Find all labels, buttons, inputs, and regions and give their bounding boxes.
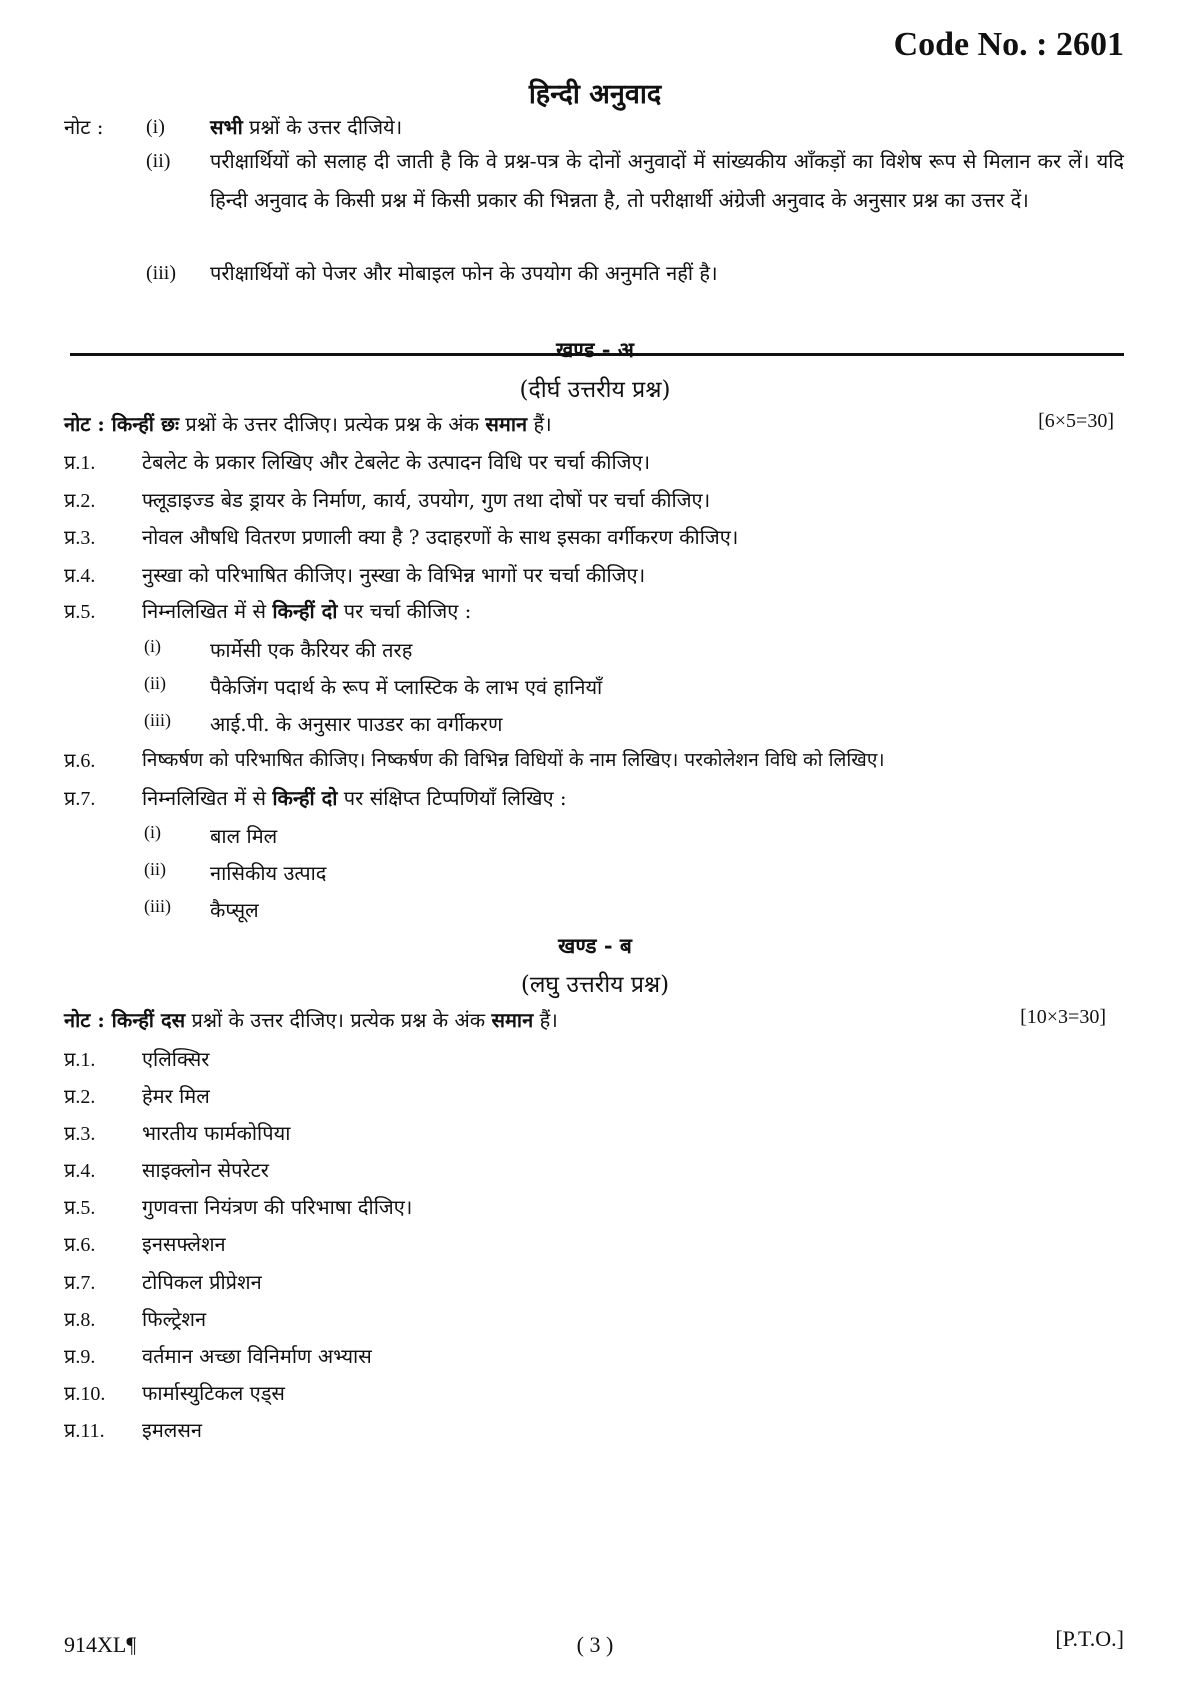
question-text: फ्लूडाइज्ड बेड ड्रायर के निर्माण, कार्य, उपयोग, गुण तथा दोषों पर चर्चा कीजिए।	[142, 488, 711, 512]
question-text: भारतीय फार्मकोपिया	[142, 1121, 291, 1145]
section-b-subtitle: (लघु उत्तरीय प्रश्न)	[520, 972, 670, 998]
footer-code: 914XL¶	[64, 1632, 137, 1657]
instruction-text: परीक्षार्थियों को सलाह दी जाती है कि वे प्रश्न-पत्र के दोनों अनुवादों में सांख्यकीय आँकड़ों का विशेष रूप से मिलान कर लें। यदि हिन्दी अनुवाद के किसी प्रश्न में किसी प्रकार की भिन्नता है, तो परीक्षार्थी अंग्रेजी अनुवाद के अनुसार प्रश्न का उत्तर दें।	[210, 149, 1124, 212]
question-item	[64, 1082, 1150, 1122]
sub-question-text: कैप्सूल	[210, 898, 259, 922]
instructions-label: नोट :	[64, 115, 104, 139]
question-number: प्र.5.	[64, 601, 96, 623]
question-item	[64, 597, 1150, 637]
page-number: ( 3 )	[576, 1632, 614, 1657]
question-text: नोवल औषधि वितरण प्रणाली क्या है ? उदाहरणों के साथ इसका वर्गीकरण कीजिए।	[142, 525, 739, 549]
question-text: नुस्खा को परिभाषित कीजिए। नुस्खा के विभिन्न भागों पर चर्चा कीजिए।	[142, 563, 646, 587]
question-item	[64, 1045, 1150, 1085]
question-item	[64, 561, 1150, 601]
question-text-pre: निम्नलिखित में से	[142, 599, 273, 623]
question-number: प्र.4.	[64, 565, 96, 587]
code-number: Code No. : 2601	[893, 26, 1124, 63]
question-number: प्र.11.	[64, 1420, 105, 1442]
question-text: हेमर मिल	[142, 1084, 210, 1108]
question-number: प्र.8.	[64, 1309, 96, 1331]
question-number: प्र.3.	[64, 1123, 96, 1145]
question-text: टेबलेट के प्रकार लिखिए और टेबलेट के उत्पादन विधि पर चर्चा कीजिए।	[142, 450, 651, 474]
instruction-bold: सभी	[210, 115, 243, 139]
question-text: इमलसन	[142, 1418, 202, 1442]
instruction-number: (i)	[146, 116, 165, 138]
question-text-post: पर चर्चा कीजिए :	[337, 599, 472, 623]
section-a-note-bold: समान	[485, 412, 528, 436]
instruction-number: (ii)	[146, 150, 171, 172]
section-b-note-prefix: नोट : किन्हीं दस	[64, 1008, 186, 1032]
question-text-bold: किन्हीं दो	[272, 599, 338, 623]
section-a-note-prefix: नोट : किन्हीं छः	[64, 412, 180, 436]
sub-question-number: (i)	[144, 822, 161, 842]
question-item	[64, 486, 1150, 526]
question-text-bold: किन्हीं दो	[272, 786, 338, 810]
question-item	[64, 746, 1190, 786]
question-item	[64, 1119, 1150, 1159]
question-text	[142, 597, 471, 624]
question-number: प्र.6.	[64, 1234, 96, 1256]
section-a-marks: [6×5=30]	[1038, 410, 1114, 432]
question-item	[64, 523, 1150, 563]
question-item	[64, 1305, 1150, 1345]
section-b-note-mid: प्रश्नों के उत्तर दीजिए। प्रत्येक प्रश्न के अंक	[185, 1008, 492, 1032]
pto-label: [P.T.O.]	[1055, 1626, 1124, 1651]
sub-question-text: फार्मेसी एक कैरियर की तरह	[210, 638, 413, 662]
question-number: प्र.2.	[64, 1086, 96, 1108]
question-item	[64, 1416, 1150, 1456]
question-number: प्र.3.	[64, 527, 96, 549]
instruction-number: (iii)	[146, 262, 176, 284]
question-item	[64, 1379, 1150, 1419]
question-text: साइक्लोन सेपरेटर	[142, 1158, 269, 1182]
sub-question-number: (i)	[144, 636, 161, 656]
question-number: प्र.9.	[64, 1346, 96, 1368]
question-number: प्र.10.	[64, 1383, 106, 1405]
question-number: प्र.6.	[64, 750, 96, 772]
question-text: टोपिकल प्रीप्रेशन	[142, 1270, 262, 1294]
sub-question-text: नासिकीय उत्पाद	[210, 861, 327, 885]
question-text-post: पर संक्षिप्त टिप्पणियाँ लिखिए :	[337, 786, 567, 810]
section-a-note-mid: प्रश्नों के उत्तर दीजिए। प्रत्येक प्रश्न के अंक	[179, 412, 486, 436]
section-b-note-bold: समान	[491, 1008, 534, 1032]
question-item	[64, 1342, 1150, 1382]
instruction-text-rest: प्रश्नों के उत्तर दीजिये।	[242, 115, 403, 139]
question-item	[64, 448, 1150, 488]
question-number: प्र.5.	[64, 1197, 96, 1219]
sub-question-text: आई.पी. के अनुसार पाउडर का वर्गीकरण	[210, 712, 503, 736]
question-number: प्र.2.	[64, 490, 96, 512]
question-text: निष्कर्षण को परिभाषित कीजिए। निष्कर्षण की विभिन्न विधियों के नाम लिखिए। परकोलेशन विधि को लिखिए।	[142, 749, 885, 771]
section-b-note-end: हैं।	[533, 1008, 558, 1032]
question-number: प्र.7.	[64, 1272, 96, 1294]
question-item	[64, 1193, 1150, 1233]
sub-question-text: बाल मिल	[210, 824, 278, 848]
question-text: एलिक्सिर	[142, 1047, 210, 1071]
section-b-note	[64, 1006, 1124, 1033]
sub-question-text: पैकेजिंग पदार्थ के रूप में प्लास्टिक के लाभ एवं हानियाँ	[210, 675, 603, 699]
page-title: हिन्दी अनुवाद	[528, 79, 662, 110]
question-text: फिल्ट्रेशन	[142, 1307, 207, 1331]
section-a-title: खण्ड - अ	[556, 337, 634, 362]
question-item	[64, 784, 1150, 824]
section-a-note-end: हैं।	[527, 412, 552, 436]
question-item	[64, 1268, 1150, 1308]
question-text-pre: निम्नलिखित में से	[142, 786, 273, 810]
section-b-title: खण्ड - ब	[558, 933, 632, 958]
section-a-note	[64, 410, 1124, 437]
question-item	[64, 1230, 1150, 1270]
question-text: वर्तमान अच्छा विनिर्माण अभ्यास	[142, 1344, 372, 1368]
question-text: इनसफ्लेशन	[142, 1232, 226, 1256]
question-text	[142, 784, 567, 811]
sub-question-number: (iii)	[144, 896, 171, 916]
question-item	[64, 1156, 1150, 1196]
question-text: गुणवत्ता नियंत्रण की परिभाषा दीजिए।	[142, 1195, 413, 1219]
question-number: प्र.7.	[64, 788, 96, 810]
question-number: प्र.4.	[64, 1160, 96, 1182]
question-text: फार्मास्युटिकल एड्स	[142, 1381, 285, 1405]
question-number: प्र.1.	[64, 1049, 96, 1071]
section-a-subtitle: (दीर्घ उत्तरीय प्रश्न)	[519, 377, 671, 403]
sub-question-number: (ii)	[144, 859, 166, 879]
instruction-text: परीक्षार्थियों को पेजर और मोबाइल फोन के उपयोग की अनुमति नहीं है।	[210, 261, 718, 285]
sub-question-number: (iii)	[144, 710, 171, 730]
section-b-marks: [10×3=30]	[1020, 1006, 1106, 1028]
sub-question-number: (ii)	[144, 673, 166, 693]
question-number: प्र.1.	[64, 452, 96, 474]
